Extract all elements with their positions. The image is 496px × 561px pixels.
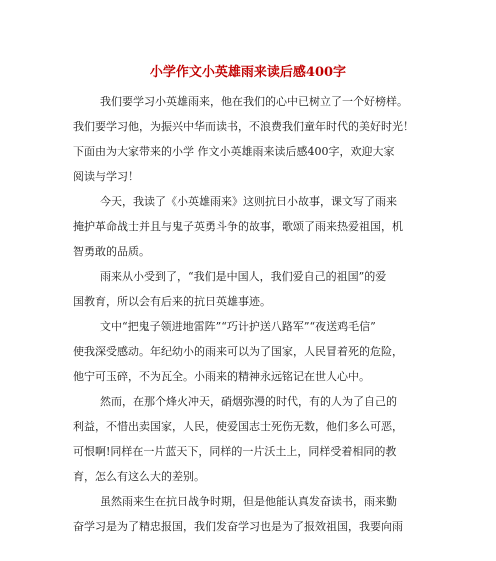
text-line: 虽然雨来生在抗日战争时期，但是他能认真发奋读书，雨来勤 xyxy=(100,495,397,508)
text-line: 使我深受感动。年纪幼小的雨来可以为了国家，人民冒着死的危险， xyxy=(73,345,403,358)
text-line: 我们要学习他，为振兴中华而读书，不浪费我们童年时代的美好时光！ xyxy=(73,120,414,133)
text-line: 阅读与学习！ xyxy=(73,170,139,183)
text-line: 雨来从小受到了，“我们是中国人，我们爱自己的祖国”的爱 xyxy=(100,270,387,283)
document-title: 小学作文小英雄雨来读后感400字 xyxy=(149,65,347,80)
text-line: 掩护革命战士并且与鬼子英勇斗争的故事，歌颂了雨来热爱祖国，机 xyxy=(73,220,403,233)
text-line: 下面由为大家带来的小学 作文小英雄雨来读后感400字，欢迎大家 xyxy=(73,145,395,158)
text-line: 今天，我读了《小英雄雨来》这则抗日小故事，课文写了雨来 xyxy=(100,195,397,208)
text-line: 智勇敢的品质。 xyxy=(73,245,150,258)
text-line: 国教育，所以会有后来的抗日英雄事迹。 xyxy=(73,295,271,308)
text-line: 奋学习是为了精忠报国，我们发奋学习也是为了报效祖国，我要向雨 xyxy=(73,520,403,533)
text-line: 我们要学习小英雄雨来，他在我们的心中已树立了一个好榜样。 xyxy=(100,95,408,108)
text-line: 文中“把鬼子领进地雷阵”“巧计护送八路军”“夜送鸡毛信” xyxy=(100,320,376,333)
text-line: 他宁可玉碎，不为瓦全。小雨来的精神永远铭记在世人心中。 xyxy=(73,370,370,383)
text-line: 然而，在那个烽火冲天，硝烟弥漫的时代，有的人为了自己的 xyxy=(100,395,397,408)
text-line: 可恨啊!同样在一片蓝天下，同样的一片沃土上，同样受着相同的教 xyxy=(73,445,397,458)
text-line: 育，怎么有这么大的差别。 xyxy=(73,470,205,483)
text-line: 利益，不惜出卖国家，人民，使爱国志士死伤无数，他们多么可恶， xyxy=(73,420,403,433)
document-body xyxy=(73,89,429,539)
